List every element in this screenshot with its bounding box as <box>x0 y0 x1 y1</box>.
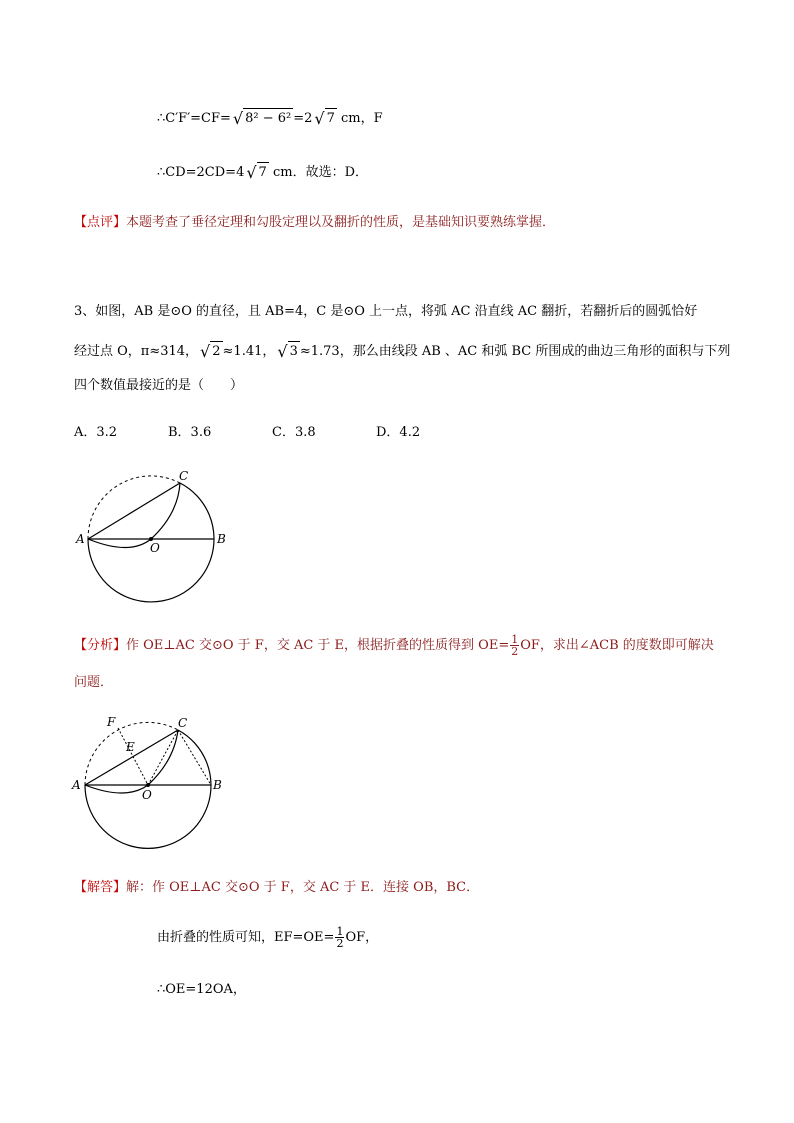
answer-step-1: 由折叠的性质可知，EF=OE= $\frac{1}{2}$ OF， <box>157 925 379 950</box>
comment-tag: 【点评】 <box>74 215 127 230</box>
geometry-figure-1 <box>70 468 240 608</box>
sqrt-expression: √ 7 <box>246 163 267 182</box>
comment-line <box>74 213 555 233</box>
option-b: B．3.6 <box>168 425 212 440</box>
sqrt-expression: √ 8² − 6² <box>232 109 292 128</box>
analysis-line-1: 【分析】作 OE⊥AC 交⊙O 于 F，交 AC 于 E，根据折叠的性质得到 OE= $\frac{1}{2}$ OF，求出∠ACB 的度数即可解决 <box>74 633 714 658</box>
sqrt-expression: √ 3 <box>277 342 298 361</box>
label-e: E <box>126 740 135 754</box>
option-d: D．4.2 <box>376 425 421 440</box>
option-a: A．3.2 <box>74 425 118 440</box>
comment-text: 本题考查了垂径定理和勾股定理以及翻折的性质，是基础知识要熟练掌握． <box>126 215 556 230</box>
chord-ac <box>85 730 178 785</box>
option-c: C．3.8 <box>272 425 316 440</box>
fraction: $\frac{1}{2}$ <box>336 925 344 950</box>
label-b: B <box>213 778 222 792</box>
question-line-1: 3、如图，AB 是⊙O 的直径，且 AB=4，C 是⊙O 上一点，将弧 AC 沿直线 AC 翻折，若翻折后的圆弧恰好 <box>74 304 698 319</box>
dashed-arc <box>88 476 180 539</box>
question-line-3: 四个数值最接近的是（ ） <box>74 378 244 393</box>
label-f: F <box>107 715 116 729</box>
geometry-figure-2 <box>66 711 236 851</box>
analysis-line-2: 问题． <box>74 675 114 690</box>
label-o: O <box>142 788 152 802</box>
label-c: C <box>178 716 188 730</box>
label-a: A <box>76 532 85 546</box>
center-point <box>146 783 150 787</box>
solution-line-2: ∴CD=2CD=4 √ 7 cm．故选：D． <box>157 163 368 182</box>
analysis-tag: 【分析】 <box>74 638 127 653</box>
label-c: C <box>179 469 189 483</box>
label-a: A <box>72 778 81 792</box>
folded-arc <box>88 483 180 548</box>
answer-line-1: 【解答】解：作 OE⊥AC 交⊙O 于 F，交 AC 于 E．连接 OB，BC． <box>74 880 480 895</box>
line-of <box>118 728 148 785</box>
chord-ac <box>88 483 180 539</box>
sqrt-expression: √ 2 <box>200 342 221 361</box>
answer-tag: 【解答】 <box>74 880 127 895</box>
label-b: B <box>217 532 226 546</box>
solution-line-1: ∴C′F′=CF= √ 8² − 6² =2 √ 7 cm，F <box>157 109 383 128</box>
question-line-2: 经过点 O，π≈314， √ 2 ≈1.41， √ 3 ≈1.73，那么由线段 AB 、AC 和弧 BC 所围成的曲边三角形的面积与下列 <box>74 342 731 361</box>
line-cb <box>178 730 211 785</box>
answer-step-2: ∴OE=12OA， <box>157 982 246 997</box>
label-o: O <box>150 541 160 555</box>
fraction: $\frac{1}{2}$ <box>511 633 519 658</box>
sqrt-expression: √ 7 <box>314 109 335 128</box>
